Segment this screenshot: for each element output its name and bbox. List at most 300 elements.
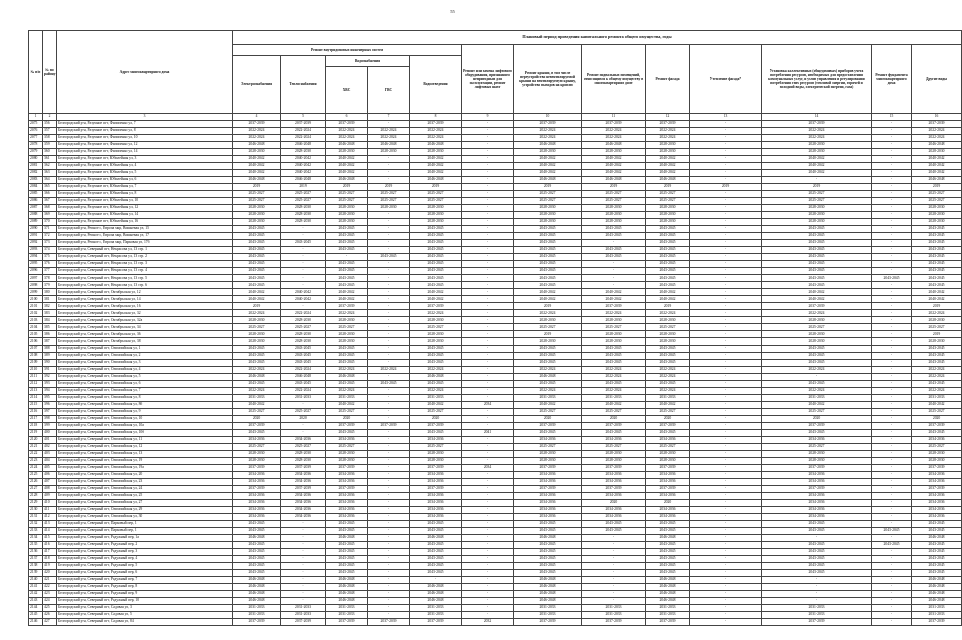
table-cell: 2022-2024 xyxy=(912,128,962,135)
table-cell: 2034-2036 xyxy=(912,478,962,485)
table-cell: 2022-2024 xyxy=(281,135,326,142)
table-cell: 2043-2045 xyxy=(762,254,872,261)
table-cell: - xyxy=(368,387,410,394)
table-cell: - xyxy=(872,471,912,478)
table-cell: 2043-2045 xyxy=(912,268,962,275)
table-cell: 2043-2045 xyxy=(514,555,582,562)
table-cell: - xyxy=(872,457,912,464)
table-cell: 2043-2045 xyxy=(326,527,368,534)
table-cell: - xyxy=(368,464,410,471)
table-cell: 2037-2039 xyxy=(514,121,582,128)
table-cell: 390 xyxy=(43,359,57,366)
table-cell: 385 xyxy=(43,324,57,331)
table-cell: - xyxy=(582,584,646,591)
table-cell: 2025-2027 xyxy=(582,198,646,205)
table-cell: - xyxy=(462,605,514,612)
table-cell: 2043-2045 xyxy=(233,240,281,247)
table-cell: 2043-2045 xyxy=(872,275,912,282)
table-cell: 2144 xyxy=(29,605,43,612)
table-cell: 366 xyxy=(43,191,57,198)
address-cell: Белгородский р-н, Северный пгт, Октябрьская ул, 12 xyxy=(57,289,233,296)
table-cell: 2040-2042 xyxy=(646,401,690,408)
table-cell: 2043-2045 xyxy=(281,240,326,247)
table-cell: 2040-2042 xyxy=(646,163,690,170)
table-cell: - xyxy=(872,142,912,149)
table-cell: - xyxy=(872,268,912,275)
table-row xyxy=(29,408,962,415)
table-cell: - xyxy=(690,268,762,275)
table-cell: 2043-2045 xyxy=(646,380,690,387)
table-cell: 2040-2042 xyxy=(912,163,962,170)
address-cell: Белгородский р-н, Разумное пгт, Юбилейная ул, 5 xyxy=(57,170,233,177)
table-cell: 2037-2039 xyxy=(582,303,646,310)
address-cell: Белгородский р-н, Северный пгт, Олимпийская ул, 1 xyxy=(57,345,233,352)
table-cell: 379 xyxy=(43,282,57,289)
table-cell: 2106 xyxy=(29,338,43,345)
table-cell: 405 xyxy=(43,464,57,471)
table-cell: 2025-2027 xyxy=(410,443,462,450)
table-cell: 2043-2045 xyxy=(368,254,410,261)
table-cell: 2031-2033 xyxy=(762,612,872,619)
table-cell: 2037-2039 xyxy=(233,485,281,492)
table-cell: 2034-2036 xyxy=(233,436,281,443)
table-cell: - xyxy=(872,408,912,415)
table-cell: 2022-2024 xyxy=(326,128,368,135)
table-cell: 2043-2045 xyxy=(233,380,281,387)
table-cell: 2037-2039 xyxy=(646,485,690,492)
table-cell: 375 xyxy=(43,254,57,261)
table-cell: - xyxy=(462,450,514,457)
table-cell: 2043-2045 xyxy=(762,541,872,548)
table-cell: 2043-2045 xyxy=(514,429,582,436)
table-cell: 2077 xyxy=(29,135,43,142)
table-row xyxy=(29,121,962,128)
table-cell: - xyxy=(462,408,514,415)
table-cell: 376 xyxy=(43,261,57,268)
table-cell: 2142 xyxy=(29,591,43,598)
address-cell: Белгородский р-н, Репное с, Европа мкр, Парковая ул, 17б xyxy=(57,240,233,247)
table-cell: - xyxy=(872,156,912,163)
table-cell: 2043-2045 xyxy=(514,268,582,275)
table-cell: 2025-2027 xyxy=(646,408,690,415)
table-row xyxy=(29,240,962,247)
table-cell: 412 xyxy=(43,513,57,520)
table-cell: 2043-2045 xyxy=(762,548,872,555)
table-cell: 367 xyxy=(43,198,57,205)
table-cell: 2019 xyxy=(912,303,962,310)
table-row xyxy=(29,345,962,352)
table-cell: 2034-2036 xyxy=(281,436,326,443)
table-cell: 2043-2045 xyxy=(514,570,582,577)
table-cell: 2028-2030 xyxy=(762,457,872,464)
table-row xyxy=(29,527,962,534)
table-cell: - xyxy=(281,303,326,310)
table-cell: - xyxy=(690,324,762,331)
table-cell: 2022-2024 xyxy=(582,135,646,142)
table-cell: 2043-2045 xyxy=(326,429,368,436)
table-cell: 2043-2045 xyxy=(368,380,410,387)
table-cell: - xyxy=(690,142,762,149)
table-cell: 2037-2039 xyxy=(912,485,962,492)
table-cell: - xyxy=(872,170,912,177)
table-cell: - xyxy=(582,261,646,268)
table-cell: 2043-2045 xyxy=(233,352,281,359)
table-cell: 2028-2030 xyxy=(326,219,368,226)
table-cell: - xyxy=(462,142,514,149)
table-row xyxy=(29,324,962,331)
table-cell: 2043-2045 xyxy=(646,254,690,261)
table-row xyxy=(29,366,962,373)
table-cell: - xyxy=(872,352,912,359)
table-cell: 2022-2024 xyxy=(582,128,646,135)
table-cell: 2135 xyxy=(29,541,43,548)
table-cell: 2043-2045 xyxy=(912,282,962,289)
table-cell: - xyxy=(872,296,912,303)
table-cell: - xyxy=(281,226,326,233)
table-cell: - xyxy=(462,310,514,317)
table-cell: 2022-2024 xyxy=(233,387,281,394)
table-cell: 2043-2045 xyxy=(912,345,962,352)
table-cell: 2043-2045 xyxy=(582,247,646,254)
table-cell: 2046-2048 xyxy=(326,142,368,149)
table-cell: 2028-2030 xyxy=(410,338,462,345)
table-cell: - xyxy=(368,555,410,562)
table-cell: 427 xyxy=(43,619,57,626)
table-cell: 365 xyxy=(43,184,57,191)
table-cell: 2020 xyxy=(326,415,368,422)
table-cell: - xyxy=(690,548,762,555)
table-row xyxy=(29,450,962,457)
water-group-header: Водоснабжения xyxy=(326,56,410,67)
address-cell: Белгородский р-н, Северный пгт, Олимпийская ул, 27 xyxy=(57,499,233,506)
table-cell: 2034-2036 xyxy=(912,506,962,513)
address-cell: Белгородский р-н, Северный пгт, Садовая ул, 5 xyxy=(57,612,233,619)
table-cell: 2028-2030 xyxy=(410,149,462,156)
table-cell: 2040-2042 xyxy=(281,156,326,163)
table-cell: 2043-2045 xyxy=(646,247,690,254)
table-cell: 2046-2048 xyxy=(410,584,462,591)
table-cell: - xyxy=(690,605,762,612)
table-cell: - xyxy=(872,366,912,373)
address-cell: Белгородский р-н, Северный пгт, Некрасова ул, 13 стр. 2 xyxy=(57,254,233,261)
table-cell: - xyxy=(582,268,646,275)
table-cell: - xyxy=(872,177,912,184)
other-header: Другие виды xyxy=(912,45,962,114)
address-cell: Белгородский р-н, Северный пгт, Октябрьская ул, 36 xyxy=(57,331,233,338)
table-cell: 2034-2036 xyxy=(233,513,281,520)
table-cell: 356 xyxy=(43,121,57,128)
table-cell: 2046-2048 xyxy=(912,177,962,184)
table-cell: 2126 xyxy=(29,478,43,485)
table-cell: 2040-2042 xyxy=(410,289,462,296)
table-cell: 2046-2048 xyxy=(233,584,281,591)
table-cell: 2043-2045 xyxy=(872,527,912,534)
table-row xyxy=(29,584,962,591)
table-cell: - xyxy=(462,387,514,394)
table-cell: 2020 xyxy=(233,415,281,422)
table-cell: - xyxy=(690,373,762,380)
table-row xyxy=(29,605,962,612)
table-cell: 2034-2036 xyxy=(326,513,368,520)
table-cell: 2028-2030 xyxy=(326,338,368,345)
table-cell: 2034-2036 xyxy=(410,506,462,513)
table-cell: 2028-2030 xyxy=(281,219,326,226)
table-cell: 2034-2036 xyxy=(912,471,962,478)
table-cell: - xyxy=(690,450,762,457)
table-cell: 2028-2030 xyxy=(281,450,326,457)
table-cell: 2046-2048 xyxy=(326,598,368,605)
table-cell: - xyxy=(690,310,762,317)
table-cell: 2037-2039 xyxy=(326,619,368,626)
table-cell: - xyxy=(872,555,912,562)
table-cell: 2134 xyxy=(29,534,43,541)
table-cell: - xyxy=(281,541,326,548)
table-cell: - xyxy=(368,485,410,492)
table-cell: - xyxy=(690,352,762,359)
table-row xyxy=(29,380,962,387)
table-cell: 2043-2045 xyxy=(410,275,462,282)
table-cell: 2028-2030 xyxy=(646,338,690,345)
table-cell: 2046-2048 xyxy=(233,577,281,584)
table-cell: 2043-2045 xyxy=(410,562,462,569)
table-cell: - xyxy=(368,527,410,534)
column-number: 5 xyxy=(281,114,326,121)
table-cell: 2043-2045 xyxy=(912,380,962,387)
table-cell: 2043-2045 xyxy=(514,345,582,352)
table-cell: 2112 xyxy=(29,380,43,387)
table-cell: 2037-2039 xyxy=(368,619,410,626)
table-cell: - xyxy=(462,268,514,275)
table-cell: 2028-2030 xyxy=(762,205,872,212)
table-cell: 2019 xyxy=(514,331,582,338)
table-cell: 2133 xyxy=(29,527,43,534)
table-cell: 2019 xyxy=(281,184,326,191)
table-cell: 369 xyxy=(43,212,57,219)
table-cell: - xyxy=(368,338,410,345)
table-cell: 2046-2048 xyxy=(410,373,462,380)
table-cell: 2040-2042 xyxy=(233,296,281,303)
address-cell: Белгородский р-н, Северный пгт, Олимпийская ул, 7 xyxy=(57,387,233,394)
table-cell: 2019 xyxy=(410,184,462,191)
address-cell: Белгородский р-н, Северный пгт, Радужный пер, 2 xyxy=(57,541,233,548)
table-cell: - xyxy=(462,156,514,163)
table-cell: 2019 xyxy=(762,184,872,191)
table-cell: 2028-2030 xyxy=(912,149,962,156)
table-cell: 2043-2045 xyxy=(912,562,962,569)
table-cell: 2037-2039 xyxy=(762,485,872,492)
table-cell: 2043-2045 xyxy=(233,345,281,352)
roof-header: Ремонт крыши, в том числе переустройство невентилируемой крыши на вентилируемую крышу, устройство выходов на кровлю xyxy=(514,45,582,114)
table-cell: 2028-2030 xyxy=(646,142,690,149)
table-cell: 2043-2045 xyxy=(646,359,690,366)
address-cell: Белгородский р-н, Северный пгт, Олимпийская ул, 10б xyxy=(57,429,233,436)
table-cell: 2037-2039 xyxy=(326,464,368,471)
table-row xyxy=(29,619,962,626)
table-cell: 2031-2033 xyxy=(326,605,368,612)
table-cell: 2034-2036 xyxy=(762,499,872,506)
table-cell: 2037-2039 xyxy=(410,464,462,471)
table-cell: - xyxy=(582,282,646,289)
table-cell: - xyxy=(368,303,410,310)
table-cell: - xyxy=(368,598,410,605)
table-cell: 2025-2027 xyxy=(281,408,326,415)
table-cell: 2025-2027 xyxy=(582,408,646,415)
table-cell: 2043-2045 xyxy=(410,261,462,268)
table-row xyxy=(29,513,962,520)
table-row xyxy=(29,612,962,619)
table-cell: - xyxy=(872,254,912,261)
table-cell: 2022-2024 xyxy=(410,366,462,373)
col-district-header: № по району xyxy=(43,31,57,114)
table-cell: 2034-2036 xyxy=(646,436,690,443)
table-cell: 2020 xyxy=(410,415,462,422)
table-cell: - xyxy=(462,457,514,464)
table-cell: - xyxy=(690,331,762,338)
table-cell: 399 xyxy=(43,422,57,429)
address-cell: Белгородский р-н, Северный пгт, Некрасова ул, 13 стр. 6 xyxy=(57,282,233,289)
table-cell: 2118 xyxy=(29,422,43,429)
table-cell: - xyxy=(462,184,514,191)
table-cell: 2031-2033 xyxy=(646,612,690,619)
table-cell: 2034-2036 xyxy=(281,492,326,499)
table-cell: 2043-2045 xyxy=(762,240,872,247)
table-cell: 2034-2036 xyxy=(326,499,368,506)
table-cell: 398 xyxy=(43,415,57,422)
table-cell: - xyxy=(281,598,326,605)
table-cell: 2113 xyxy=(29,387,43,394)
table-cell: 2043-2045 xyxy=(762,520,872,527)
table-cell: 2043-2045 xyxy=(912,570,962,577)
table-row xyxy=(29,303,962,310)
table-cell: 2143 xyxy=(29,598,43,605)
table-cell: - xyxy=(872,619,912,626)
table-cell: - xyxy=(281,422,326,429)
table-cell: 2076 xyxy=(29,128,43,135)
table-cell: - xyxy=(368,506,410,513)
table-cell: 2022-2024 xyxy=(368,128,410,135)
table-cell: 2022-2024 xyxy=(582,310,646,317)
table-cell: 2037-2039 xyxy=(514,422,582,429)
table-cell: 2034 xyxy=(462,401,514,408)
table-cell: 2037-2039 xyxy=(281,485,326,492)
table-cell: 2043-2045 xyxy=(912,352,962,359)
table-row xyxy=(29,387,962,394)
table-cell: - xyxy=(462,324,514,331)
table-cell: 2089 xyxy=(29,219,43,226)
table-cell: 2040-2042 xyxy=(326,163,368,170)
table-cell: 2025-2027 xyxy=(233,191,281,198)
table-row xyxy=(29,401,962,408)
table-cell: - xyxy=(872,310,912,317)
table-cell: 2037-2039 xyxy=(281,121,326,128)
table-cell: 411 xyxy=(43,506,57,513)
table-cell: 423 xyxy=(43,591,57,598)
table-cell: - xyxy=(872,534,912,541)
table-cell: 2028-2030 xyxy=(762,149,872,156)
table-cell: 2025-2027 xyxy=(514,198,582,205)
table-cell: 2043-2045 xyxy=(646,520,690,527)
table-cell: 2043-2045 xyxy=(514,359,582,366)
table-cell: 2034-2036 xyxy=(762,506,872,513)
table-cell: 2129 xyxy=(29,499,43,506)
address-cell: Белгородский р-н, Разумное пгт, Юбилейная ул, 16 xyxy=(57,219,233,226)
table-cell: - xyxy=(872,520,912,527)
column-number-row xyxy=(29,114,962,121)
table-cell: - xyxy=(690,492,762,499)
table-cell: 2043-2045 xyxy=(514,261,582,268)
table-cell: - xyxy=(462,443,514,450)
electro-header: Электроснабжения xyxy=(233,56,281,114)
address-cell: Белгородский р-н, Репное с, Европа мкр, Вишневая ул, 15 xyxy=(57,226,233,233)
table-cell: 2031-2033 xyxy=(281,612,326,619)
address-cell: Белгородский р-н, Северный пгт, Радужный пер, 8 xyxy=(57,584,233,591)
table-cell: 2034-2036 xyxy=(582,478,646,485)
table-cell: - xyxy=(281,591,326,598)
table-cell: 425 xyxy=(43,605,57,612)
table-cell: - xyxy=(872,191,912,198)
address-cell: Белгородский р-н, Северный пгт, Олимпийская ул, 12 xyxy=(57,443,233,450)
table-cell: 2046-2048 xyxy=(410,534,462,541)
table-cell: - xyxy=(368,233,410,240)
address-cell: Белгородский р-н, Северный пгт, Некрасова ул, 13 стр. 5 xyxy=(57,275,233,282)
table-cell: - xyxy=(462,612,514,619)
table-cell: 2040-2042 xyxy=(514,401,582,408)
table-cell: - xyxy=(462,541,514,548)
table-cell: 2031-2033 xyxy=(514,394,582,401)
table-cell: 2040-2042 xyxy=(646,156,690,163)
table-cell: 2025-2027 xyxy=(410,198,462,205)
table-cell: 2040-2042 xyxy=(762,156,872,163)
table-cell: 2028-2030 xyxy=(281,149,326,156)
table-cell: 2037-2039 xyxy=(912,619,962,626)
table-cell: - xyxy=(872,443,912,450)
address-cell: Белгородский р-н, Северный пгт, Олимпийская ул, 19а xyxy=(57,464,233,471)
table-cell: 2043-2045 xyxy=(912,541,962,548)
table-cell: 2022-2024 xyxy=(410,128,462,135)
table-cell: 2028-2030 xyxy=(646,205,690,212)
table-cell: - xyxy=(872,331,912,338)
table-cell: 2040-2042 xyxy=(582,170,646,177)
table-cell: 2037-2039 xyxy=(582,422,646,429)
table-cell: 420 xyxy=(43,570,57,577)
table-cell: 2040-2042 xyxy=(326,289,368,296)
table-cell: - xyxy=(368,352,410,359)
table-row xyxy=(29,359,962,366)
table-cell: 2043-2045 xyxy=(762,282,872,289)
table-cell: - xyxy=(326,254,368,261)
table-cell: 2028-2030 xyxy=(326,450,368,457)
table-cell: - xyxy=(872,359,912,366)
table-cell: - xyxy=(462,317,514,324)
table-cell: 2034-2036 xyxy=(233,471,281,478)
table-cell: - xyxy=(462,233,514,240)
table-cell: 2043-2045 xyxy=(514,541,582,548)
table-cell: 2034-2036 xyxy=(410,513,462,520)
table-cell: - xyxy=(462,485,514,492)
table-cell: 418 xyxy=(43,555,57,562)
table-cell: 2132 xyxy=(29,520,43,527)
table-cell: 2040-2042 xyxy=(912,170,962,177)
table-cell: 2037-2039 xyxy=(514,619,582,626)
table-cell: 2090 xyxy=(29,226,43,233)
address-cell: Белгородский р-н, Северный пгт, Радужный пер, 6 xyxy=(57,570,233,577)
table-cell: 2037-2039 xyxy=(233,422,281,429)
table-row xyxy=(29,338,962,345)
address-cell: Белгородский р-н, Северный пгт, Октябрьская ул, 32а xyxy=(57,317,233,324)
table-cell: 2091 xyxy=(29,233,43,240)
table-cell: 2037-2039 xyxy=(326,121,368,128)
table-row xyxy=(29,177,962,184)
